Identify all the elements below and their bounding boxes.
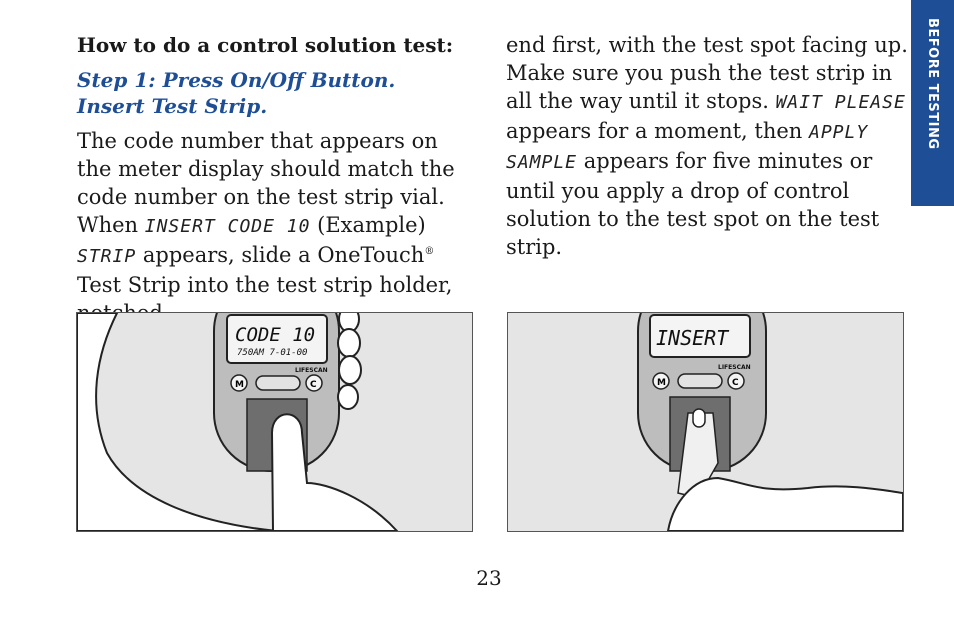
m-button-label: M [657, 378, 666, 388]
step-line-2: Insert Test Strip. [77, 94, 268, 118]
side-tab-label: BEFORE TESTING [925, 18, 940, 150]
finger-tip-3 [339, 356, 361, 384]
left-text-4: Test Strip into the test strip holder, [77, 273, 453, 297]
display-line-1: CODE 10 [235, 324, 316, 346]
meter-insert-drawing [508, 313, 903, 531]
c-button-label: C [732, 378, 739, 388]
page-number: 23 [476, 566, 502, 590]
side-tab [911, 0, 954, 206]
step-heading [77, 67, 477, 119]
lcd-strip: STRIP [77, 246, 137, 267]
left-text-2: (Example) [310, 213, 426, 237]
c-button-label: C [310, 380, 317, 390]
illustration-meter-insert [507, 312, 904, 532]
meter-code-drawing [77, 313, 472, 531]
power-button [256, 376, 300, 390]
right-text-2: appears for a moment, then [506, 119, 809, 143]
right-paragraph [506, 31, 911, 261]
brand-label: LIFESCAN [295, 367, 328, 374]
lcd-apply-sample: APPLY SAMPLE [506, 122, 869, 173]
left-text-1: The code number that appears on the meter display should match the code number on the test strip vial. When [77, 129, 455, 237]
power-button [678, 374, 722, 388]
right-column [506, 31, 911, 261]
illustration-meter-code [76, 312, 473, 532]
left-text-3: appears, slide a OneTouch [136, 243, 425, 267]
m-button-label: M [235, 380, 244, 390]
finger-tip-4 [338, 385, 358, 409]
left-paragraph [77, 127, 477, 327]
section-heading: How to do a control solution test: [77, 33, 454, 57]
registered-mark: ® [424, 246, 435, 257]
display-line-2: 750AM 7-01-00 [237, 348, 308, 358]
brand-label: LIFESCAN [718, 364, 751, 371]
step-line-1: Step 1: Press On/Off Button. [77, 68, 396, 92]
lcd-wait-please: WAIT PLEASE [775, 92, 906, 113]
display-line-1: INSERT [656, 326, 729, 350]
hand-shape [668, 478, 903, 531]
right-text-3: appears for five minutes or until you apply a drop of control solution to the test spot on the test strip. [506, 149, 880, 259]
right-text-1: end first, with the test spot facing up. Make sure you push the test strip in all the way until it stops. [506, 33, 908, 113]
test-spot [693, 409, 705, 427]
finger-tip-2 [338, 329, 360, 357]
left-column [77, 31, 477, 327]
lcd-insert-code: INSERT CODE 10 [144, 216, 311, 237]
